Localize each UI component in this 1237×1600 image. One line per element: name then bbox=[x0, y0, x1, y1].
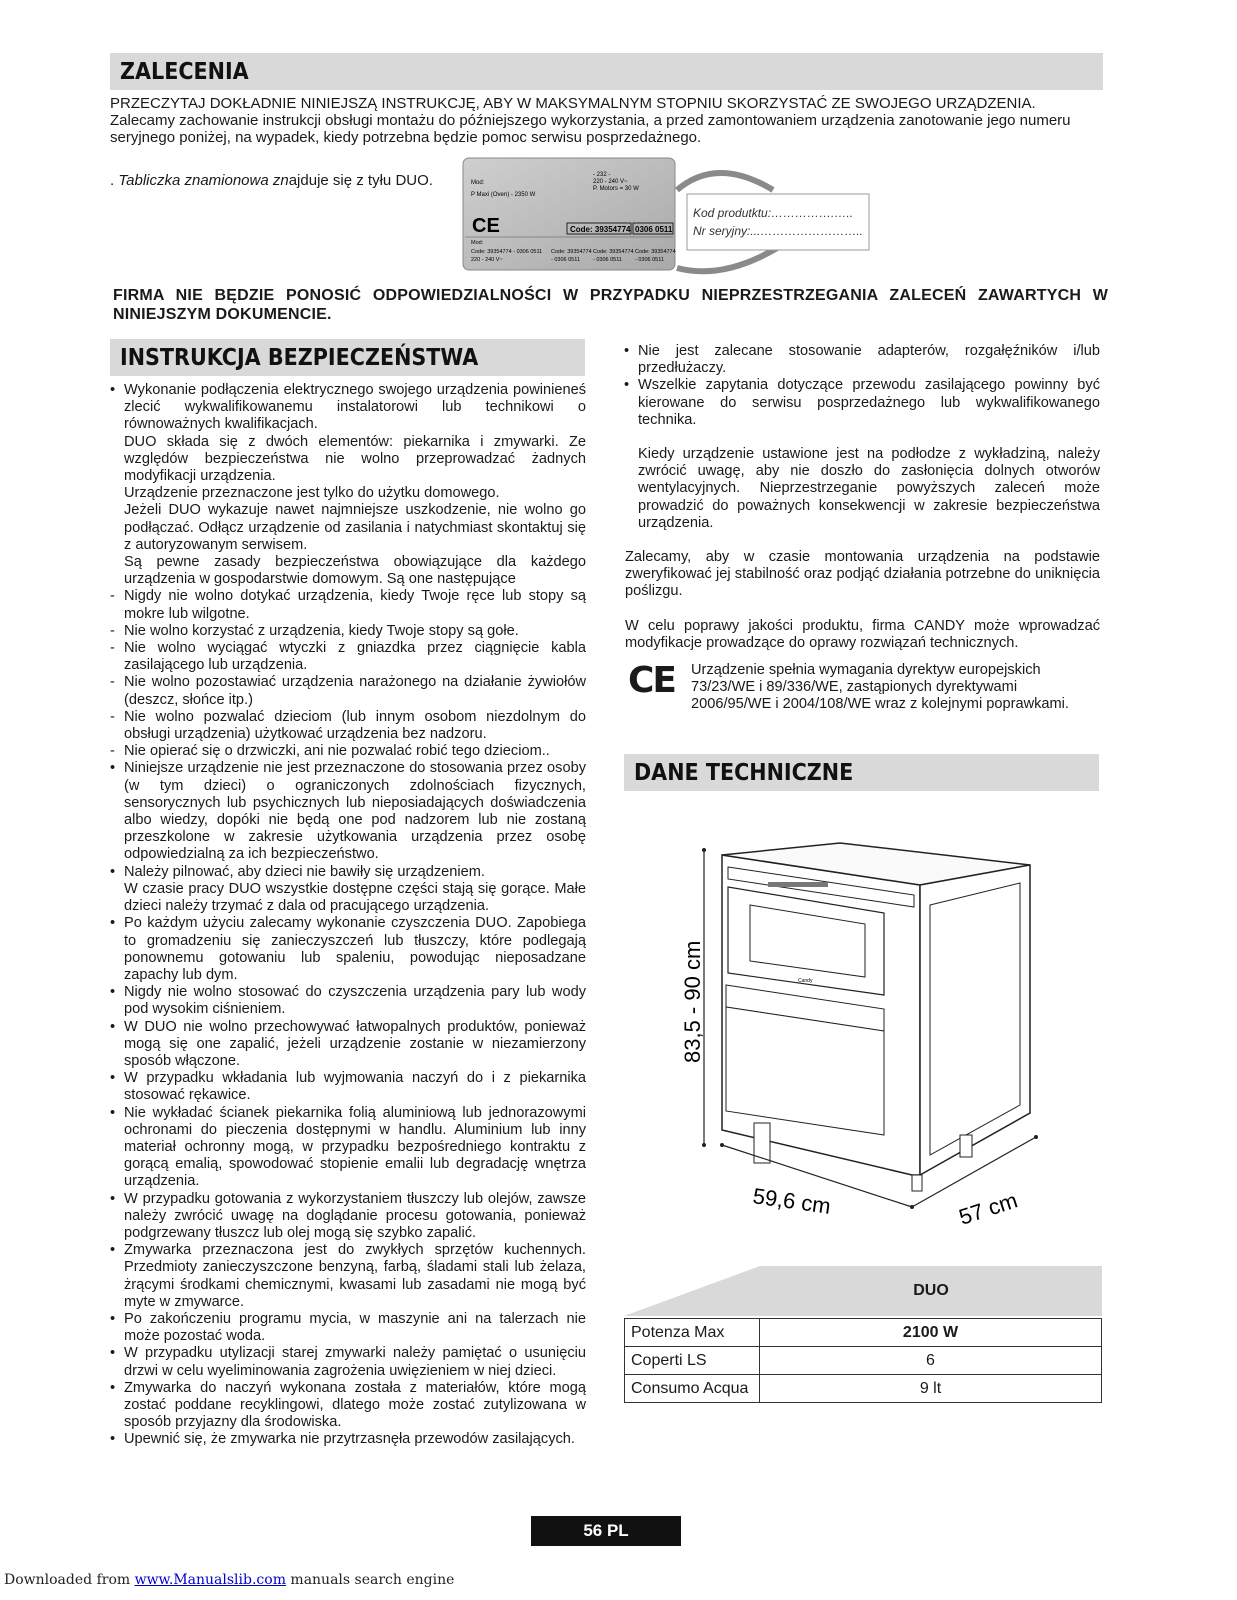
list-item: • W DUO nie wolno przechowywać łatwopalnych produktów, ponieważ mogą się one zapalić, jeżeli urządzenie zostanie w niezamierzony sposób włączone. bbox=[110, 1018, 586, 1069]
width-dimension: 59,6 cm bbox=[751, 1183, 833, 1219]
foot-left bbox=[754, 1123, 770, 1163]
table-cell-label: Potenza Max bbox=[625, 1319, 760, 1347]
table-row bbox=[625, 1375, 1102, 1403]
safety-b3: Należy pilnować, aby dzieci nie bawiły się urządzeniem. bbox=[124, 863, 485, 880]
list-item: • Niniejsze urządzenie nie jest przeznaczone do stosowania przez osoby (w tym dzieci) o ograniczonych zdolnościach fizycznych, sensorycznych lub psychicznych lub nieposiadających doświadczenia albo wiedzy, dopóki nie będą one pod nadzorem lub nie zostaną przeszkolone w zakresie użytkowania urządzenia przez osobę odpowiedzialną za ich bezpieczeństwo. bbox=[110, 760, 586, 863]
safety-b2: Niniejsze urządzenie nie jest przeznaczone do stosowania przez osoby (w tym dzieci) o ograniczonych zdolnościach fizycznych, sensorycznych lub psychicznych lub nieposiadających doświadczenia albo wiedzy, dopóki nie będą one pod nadzorem lub nie zostaną przeszkolone w zakresie użytkowania urządzenia przez osobę odpowiedzialną za ich bezpieczeństwo. bbox=[124, 760, 586, 863]
width-dim-end-left bbox=[720, 1143, 724, 1147]
safety-b1p5: Są pewne zasady bezpieczeństwa obowiązujące dla każdego urządzenia w gospodarstwie domowym. Są one następujące bbox=[124, 554, 586, 588]
section-header-tech bbox=[624, 754, 1099, 791]
right-r2: Wszelkie zapytania dotyczące przewodu zasilającego powinny być kierowane do serwisu posprzedażnego lub wykwalifikowanego technika. bbox=[638, 377, 1100, 428]
plate-code: Code: 39354774 bbox=[570, 225, 631, 234]
intro-text: Zalecamy zachowanie instrukcji obsługi montażu do późniejszego wykorzystania, a przed zamontowaniem urządzenia zanotowanie jego numeru seryjnego poniżej, na wypadek, kiedy potrzebna będzie pomoc serwisu posprzedażnego. bbox=[110, 112, 1071, 146]
list-item: • W przypadku utylizacji starej zmywarki należy pamiętać o usunięciu drzwi w celu wyeliminowania zagrożenia uwięzieniem w niej dzieci. bbox=[110, 1345, 586, 1379]
tech-table-header bbox=[760, 1266, 1102, 1316]
tech-table-header-label: DUO bbox=[913, 1282, 949, 1299]
table-cell-value: 2100 W bbox=[760, 1319, 1102, 1347]
plate-r2: 220 - 240 V~ bbox=[593, 179, 628, 185]
plate-c2a: Code: 39354774 bbox=[551, 249, 592, 255]
list-item: • Nie jest zalecane stosowanie adapterów, rozgałęźników i/lub przedłużaczy. bbox=[624, 343, 1100, 377]
list-item: - Nie wolno pozwalać dzieciom (lub innym osobom niezdolnym do obsługi urządzenia) użytkować urządzenia bez nadzoru. bbox=[110, 708, 586, 743]
intro-caps: PRZECZYTAJ DOKŁADNIE NINIEJSZĄ INSTRUKCJĘ, ABY W MAKSYMALNYM STOPNIU SKORZYSTAĆ ZE SWOJEGO URZĄDZENIA. bbox=[110, 95, 1036, 112]
list-item: • Wszelkie zapytania dotyczące przewodu zasilającego powinny być kierowane do serwisu posprzedażnego lub wykwalifikowanego technika. bbox=[624, 377, 1100, 428]
list-item: - Nigdy nie wolno dotykać urządzenia, kiedy Twoje ręce lub stopy są mokre lub wilgotne. bbox=[110, 588, 586, 622]
safety-d2: Nie wolno korzystać z urządzenia, kiedy Twoje stopy są gołe. bbox=[124, 622, 519, 639]
safety-d4: Nie wolno pozostawiać urządzenia narażonego na działanie żywiołów (deszcz, słońce itp.) bbox=[124, 674, 586, 708]
table-corner-fill bbox=[624, 1266, 760, 1316]
liability-warning: FIRMA NIE BĘDZIE PONOSIĆ ODPOWIEDZIALNOŚCI W PRZYPADKU NIEPRZESTRZEGANIA ZALECEŃ ZAWARTYCH W NINIEJSZYM DOKUMENCIE. bbox=[113, 287, 1108, 323]
page-number bbox=[531, 1516, 681, 1546]
safety-b13: Zmywarka do naczyń wykonana została z materiałów, które mogą zostać poddane recyklingowi, dlatego może zostać zutylizowana w sposób przyjazny dla środowiska. bbox=[124, 1379, 586, 1431]
plate-c4a: Code: 39354774 bbox=[635, 249, 676, 255]
list-item: - Nie wolno korzystać z urządzenia, kiedy Twoje stopy są gołe. bbox=[108, 623, 586, 640]
safety-b14: Upewnić się, że zmywarka nie przytrzasnęła przewodów zasilających. bbox=[124, 1431, 575, 1448]
ce-text: Urządzenie spełnia wymagania dyrektyw europejskich 73/23/WE i 89/336/WE, zastąpionych dyrektywami 2006/95/WE i 2004/108/WE wraz z kolejnymi poprawkami. bbox=[691, 662, 1069, 713]
section-header-safety bbox=[110, 339, 585, 376]
plate-mod2: Mod: bbox=[471, 240, 484, 246]
safety-b1: Wykonanie podłączenia elektrycznego swojego urządzenia powinieneś zlecić wykwalifikowanemu instalatorowi lub technikowi o równoważnych kwalifikacjach. bbox=[124, 382, 586, 433]
right-p1: Kiedy urządzenie ustawione jest na podłodze z wykładziną, należy zwrócić uwagę, aby nie doszło do zasłonięcia dolnych otworów wentylacyjnych. Nieprzestrzeganie powyższych zaleceń może prowadzić do poważnych konsekwencji w zakresie bezpieczeństwa urządzenia. bbox=[638, 446, 1100, 531]
plate-c3a: Code: 39354774 bbox=[593, 249, 634, 255]
plate-c1a: Code: 39354774 - 0306 0511 bbox=[471, 249, 543, 255]
kod-produktu: Kod produtktu:…………….….. bbox=[693, 206, 854, 220]
foot-right bbox=[960, 1135, 972, 1157]
list-item: • Po każdym użyciu zalecamy wykonanie czyszczenia DUO. Zapobiega to gromadzeniu się zanieczyszczeń lub tłuszczy, które podlegają ponownemu gotowaniu lub spaleniu, powodując nieposadzane zapachy lub dym. bbox=[110, 915, 586, 983]
plate-r1: - 232 - bbox=[593, 172, 611, 178]
safety-d5: Nie wolno pozwalać dzieciom (lub innym osobom niezdolnym do obsługi urządzenia) użytkować urządzenia bez nadzoru. bbox=[124, 708, 586, 743]
safety-b3p2: W czasie pracy DUO wszystkie dostępne części stają się gorące. Małe dzieci należy trzymać z dala od pracującego urządzenia. bbox=[124, 880, 586, 915]
list-item: • Zmywarka do naczyń wykonana została z materiałów, które mogą zostać poddane recyklingowi, dlatego może zostać zutylizowana w sposób przyjazny dla środowiska. bbox=[110, 1379, 586, 1431]
download-footer bbox=[4, 1572, 454, 1588]
display-window bbox=[768, 882, 828, 887]
appliance-dimension-drawing bbox=[650, 835, 1070, 1235]
safety-b1p4: Jeżeli DUO wykazuje nawet najmniejsze uszkodzenie, nie wolno go podłączać. Odłącz urządzenie od zasilania i natychmiast skontaktuj się z autoryzowanym serwisem. bbox=[124, 502, 586, 553]
plate-power: P Maxi (Oven) - 2350 W bbox=[471, 192, 536, 198]
plate-note-rest: ajduje się z tyłu DUO. bbox=[288, 172, 433, 189]
right-column bbox=[622, 343, 1100, 652]
appliance-side bbox=[920, 865, 1030, 1175]
list-item: • Upewnić się, że zmywarka nie przytrzasnęła przewodów zasilających. bbox=[108, 1431, 586, 1448]
safety-d1: Nigdy nie wolno dotykać urządzenia, kiedy Twoje ręce lub stopy są mokre lub wilgotne. bbox=[124, 588, 586, 622]
plate-code2: 0306 0511 bbox=[635, 225, 673, 234]
tech-table bbox=[624, 1318, 1102, 1403]
table-row bbox=[625, 1347, 1102, 1375]
safety-list bbox=[108, 382, 586, 1449]
right-p2: Zalecamy, aby w czasie montowania urządzenia na podstawie zweryfikować jej stabilność oraz podjąć działania potrzebne do uniknięcia poślizgu. bbox=[625, 549, 1100, 600]
plate-arrow-top bbox=[677, 173, 773, 190]
manualslib-link[interactable]: www.Manualslib.com bbox=[134, 1572, 286, 1588]
right-r1: Nie jest zalecane stosowanie adapterów, rozgałęźników i/lub przedłużaczy. bbox=[638, 343, 1100, 377]
zalecenia-intro bbox=[110, 95, 1105, 146]
list-item: - Nie opierać się o drzwiczki, ani nie pozwalać robić tego dzieciom.. bbox=[108, 743, 586, 760]
serial-box bbox=[687, 194, 869, 250]
table-cell-label: Consumo Acqua bbox=[625, 1375, 760, 1403]
page-number-label: 56 PL bbox=[583, 1521, 629, 1540]
plate-note-prefix: . bbox=[110, 172, 119, 189]
right-p3: W celu poprawy jakości produktu, firma CANDY może wprowadzać modyfikacje prowadzące do oprawy rozwiązań technicznych. bbox=[625, 617, 1100, 651]
list-item: • Nigdy nie wolno stosować do czyszczenia urządzenia pary lub wody pod wysokim ciśnieniem. bbox=[110, 984, 586, 1018]
height-dim-end-top bbox=[702, 848, 706, 852]
list-item: • Zmywarka przeznaczona jest do zwykłych sprzętów kuchennych. Przedmioty zanieczyszczone benzyną, farbą, śladami stali lub żelaza, żrącymi środkami chemicznymi, kwasami lub zasadami nie mogą być myte w zmywarce. bbox=[110, 1242, 586, 1310]
safety-d3: Nie wolno wyciągać wtyczki z gniazdka przez ciągnięcie kabla zasilającego lub urządzenia. bbox=[124, 640, 586, 674]
height-dim-end-bottom bbox=[702, 1143, 706, 1147]
footer-prefix: Downloaded from bbox=[4, 1572, 135, 1588]
plate-c2b: - 0306 0511 bbox=[551, 257, 580, 263]
safety-b12: W przypadku utylizacji starej zmywarki należy pamiętać o usunięciu drzwi w celu wyeliminowania zagrożenia uwięzieniem w niej dzieci. bbox=[124, 1345, 586, 1379]
safety-b9: W przypadku gotowania z wykorzystaniem tłuszczy lub olejów, zawsze należy zwrócić uwagę na doglądanie procesu gotowania, ponieważ podgrzewany tłuszcz lub olej mogą się szybko zapalić. bbox=[124, 1190, 586, 1241]
footer-suffix: manuals search engine bbox=[285, 1572, 455, 1588]
list-item: • Nie wykładać ścianek piekarnika folią aluminiową lub jednorazowymi ochronami do pieczenia dostępnymi w handlu. Aluminium lub inny materiał ochronny mogą, w przypadku bezpośredniego kontraktu z gorącą emalią, spowodować stopienie emalii lub degradację wnętrza urządzenia. bbox=[110, 1104, 586, 1190]
list-item: • Po zakończeniu programu mycia, w maszynie ani na talerzach nie może pozostać woda. bbox=[110, 1310, 586, 1345]
plate-ce-icon: CE bbox=[472, 215, 500, 237]
table-cell-value: 6 bbox=[760, 1347, 1102, 1375]
tech-title: DANE TECHNICZNE bbox=[634, 759, 854, 786]
depth-dim-end bbox=[1034, 1135, 1038, 1139]
plate-mod: Mod: bbox=[471, 180, 485, 186]
list-item: • Należy pilnować, aby dzieci nie bawiły się urządzeniem. W czasie pracy DUO wszystkie dostępne części stają się gorące. Małe dzieci należy trzymać z dala od pracującego urządzenia. bbox=[110, 863, 586, 915]
ce-mark-icon: CE bbox=[628, 660, 676, 701]
safety-d6: Nie opierać się o drzwiczki, ani nie pozwalać robić tego dzieciom.. bbox=[124, 743, 550, 760]
height-dimension: 83,5 - 90 cm bbox=[680, 940, 705, 1063]
safety-b11: Po zakończeniu programu mycia, w maszynie ani na talerzach nie może pozostać woda. bbox=[124, 1310, 586, 1345]
nr-seryjny: Nr seryjny:...…………………….. bbox=[693, 224, 864, 238]
list-item: • Wykonanie podłączenia elektrycznego swojego urządzenia powinieneś zlecić wykwalifikowanemu instalatorowi lub technikowi o równoważnych kwalifikacjach. DUO składa się z dwóch elementów: piekarnika i zmywarki. Ze względów bezpieczeństwa nie wolno przeprowadzać żadnych modyfikacji urządzenia. Urządzenie przeznaczone jest tylko do użytku domowego. Jeżeli DUO wykazuje nawet najmniejsze uszkodzenie, nie wolno go podłączać. Odłącz urządzenie od zasilania i natychmiast skontaktuj się z autoryzowanym serwisem. Są pewne zasady bezpieczeństwa obowiązujące dla każdego urządzenia w gospodarstwie domowym. Są one następujące bbox=[110, 382, 586, 588]
plate-note-italic: Tabliczka znamionowa zn bbox=[118, 172, 289, 189]
list-item: - Nie wolno wyciągać wtyczki z gniazdka przez ciągnięcie kabla zasilającego lub urządzenia. bbox=[110, 640, 586, 674]
plate-arrow-bottom bbox=[677, 248, 777, 271]
plate-r3: P. Motors = 30 W bbox=[593, 186, 639, 192]
table-row bbox=[625, 1319, 1102, 1347]
foot-front bbox=[912, 1175, 922, 1191]
safety-b6: W DUO nie wolno przechowywać łatwopalnych produktów, ponieważ mogą się one zapalić, jeżeli urządzenie zostanie w niezamierzony sposób włączone. bbox=[124, 1018, 586, 1069]
safety-b7: W przypadku wkładania lub wyjmowania naczyń do i z piekarnika stosować rękawice. bbox=[124, 1070, 586, 1104]
list-item: • W przypadku wkładania lub wyjmowania naczyń do i z piekarnika stosować rękawice. bbox=[110, 1070, 586, 1104]
list-item: • W przypadku gotowania z wykorzystaniem tłuszczy lub olejów, zawsze należy zwrócić uwagę na doglądanie procesu gotowania, ponieważ podgrzewany tłuszcz lub olej mogą się szybko zapalić. bbox=[110, 1190, 586, 1241]
list-item: - Nie wolno pozostawiać urządzenia narażonego na działanie żywiołów (deszcz, słońce itp.) bbox=[110, 674, 586, 708]
depth-dimension: 57 cm bbox=[955, 1187, 1021, 1230]
safety-b5: Nigdy nie wolno stosować do czyszczenia urządzenia pary lub wody pod wysokim ciśnieniem. bbox=[124, 984, 586, 1018]
section-header-zalecenia bbox=[110, 53, 1103, 90]
plate-note bbox=[110, 172, 450, 189]
zalecenia-title: ZALECENIA bbox=[120, 58, 249, 85]
plate-c1b: 220 - 240 V~ bbox=[471, 257, 503, 263]
safety-b1p3: Urządzenie przeznaczone jest tylko do użytku domowego. bbox=[124, 485, 500, 502]
safety-b4: Po każdym użyciu zalecamy wykonanie czyszczenia DUO. Zapobiega to gromadzeniu się zanieczyszczeń lub tłuszczy, które podlegają ponownemu gotowaniu lub spaleniu, powodując nieposadzane zapachy lub dym. bbox=[124, 915, 586, 983]
plate-c3b: - 0306 0511 bbox=[593, 257, 622, 263]
rating-plate-figure bbox=[455, 150, 875, 280]
brand-logo: Candy bbox=[798, 978, 813, 984]
table-corner-shape bbox=[624, 1266, 760, 1316]
table-cell-value: 9 lt bbox=[760, 1375, 1102, 1403]
safety-b10: Zmywarka przeznaczona jest do zwykłych sprzętów kuchennych. Przedmioty zanieczyszczone benzyną, farbą, śladami stali lub żelaza, żrącymi środkami chemicznymi, kwasami lub zasadami nie mogą być myte w zmywarce. bbox=[124, 1242, 586, 1310]
plate-c4b: - 0306 0511 bbox=[635, 257, 664, 263]
safety-title: INSTRUKCJA BEZPIECZEŃSTWA bbox=[120, 344, 479, 371]
safety-b1p2: DUO składa się z dwóch elementów: piekarnika i zmywarki. Ze względów bezpieczeństwa nie wolno przeprowadzać żadnych modyfikacji urządzenia. bbox=[124, 433, 586, 485]
safety-b8: Nie wykładać ścianek piekarnika folią aluminiową lub jednorazowymi ochronami do pieczenia dostępnymi w handlu. Aluminium lub inny materiał ochronny mogą, w przypadku bezpośredniego kontraktu z gorącą emalią, spowodować stopienie emalii lub degradację wnętrza urządzenia. bbox=[124, 1104, 586, 1190]
table-cell-label: Coperti LS bbox=[625, 1347, 760, 1375]
